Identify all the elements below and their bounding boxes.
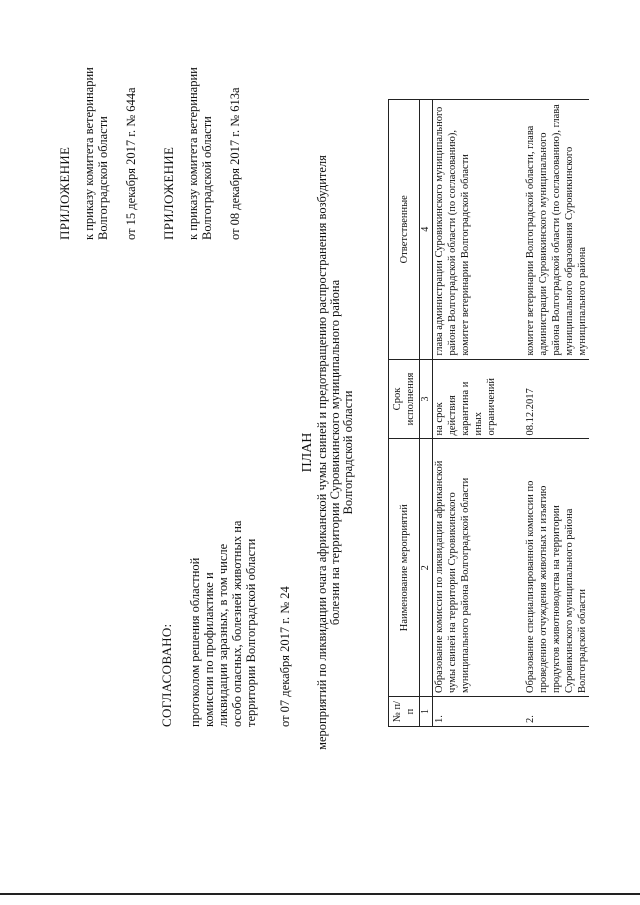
table-row: [498, 100, 589, 727]
appendix-title: ПРИЛОЖЕНИЕ: [161, 146, 176, 240]
measure-name-cell: Образование специализированной комиссии по проведению отчуждения животных и изъятию продуктов животноводства на территории Суровикинского муниципального района Волгоградской области: [498, 439, 589, 697]
plan-subtitle-line: Волгоградской области: [341, 390, 355, 515]
appendix-line: к приказу комитета ветеринарии: [186, 67, 200, 240]
header-cell: Ответственные: [389, 100, 420, 360]
plan-table: [388, 99, 589, 727]
approval-title: СОГЛАСОВАНО:: [159, 623, 174, 727]
table-header-row: [389, 100, 420, 727]
appendix-block-1: [58, 67, 138, 240]
header-cell: № п/п: [389, 697, 420, 727]
plan-title: ПЛАН: [300, 432, 315, 473]
term-cell: 08.12.2017: [498, 359, 589, 439]
responsible-cell: комитет ветеринарии Волгоградской области, глава администрации Суровикинского муниципального района Волгоградской области (по согласованию), глава муниципального образования Суровикинского муниципального района: [498, 100, 589, 360]
appendix-title: ПРИЛОЖЕНИЕ: [57, 146, 72, 240]
plan-subtitle-line: мероприятий по ликвидации очага африканской чумы свиней и предотвращению распространения возбудителя: [315, 155, 329, 750]
column-number-cell: 3: [420, 359, 433, 439]
scan-edge-line: [0, 893, 640, 895]
appendix-line: Волгоградской области: [200, 116, 214, 240]
row-number-cell: 1.: [433, 697, 499, 727]
appendix-date: от 08 декабря 2017 г. № 613а: [228, 87, 242, 240]
responsible-cell: глава администрации Суровикинского муниципального района Волгоградской области (по согласованию), комитет ветеринарии Волгоградской области: [433, 100, 499, 360]
appendix-block-2: [162, 67, 242, 240]
term-cell: на срок действия карантина и иных ограничений: [433, 359, 499, 439]
table-row: [433, 100, 499, 727]
approval-date: от 07 декабря 2017 г. № 24: [278, 586, 292, 727]
approval-block: [160, 517, 292, 727]
column-number-cell: 2: [420, 439, 433, 697]
header-cell: Наименование мероприятий: [389, 439, 420, 697]
plan-subtitle-line: болезни на территории Суровикинского муниципального района: [328, 279, 342, 626]
row-number-cell: 2.: [498, 697, 589, 727]
approval-text: протоколом решения областной комиссии по профилактике и ликвидации заразных, в том числе особо опасных, болезней животных на территории Волгоградской области: [188, 520, 258, 727]
column-number-cell: 4: [420, 100, 433, 360]
header-cell: Срок исполнения: [389, 359, 420, 439]
column-number-cell: 1: [420, 697, 433, 727]
measure-name-cell: Образование комиссии по ликвидации африканской чумы свиней на территории Суровикинского муниципального района Волгоградской области: [433, 439, 499, 697]
appendix-date: от 15 декабря 2017 г. № 644а: [124, 87, 138, 240]
table-column-number-row: [420, 100, 433, 727]
appendix-line: Волгоградской области: [96, 116, 110, 240]
appendix-line: к приказу комитета ветеринарии: [82, 67, 96, 240]
